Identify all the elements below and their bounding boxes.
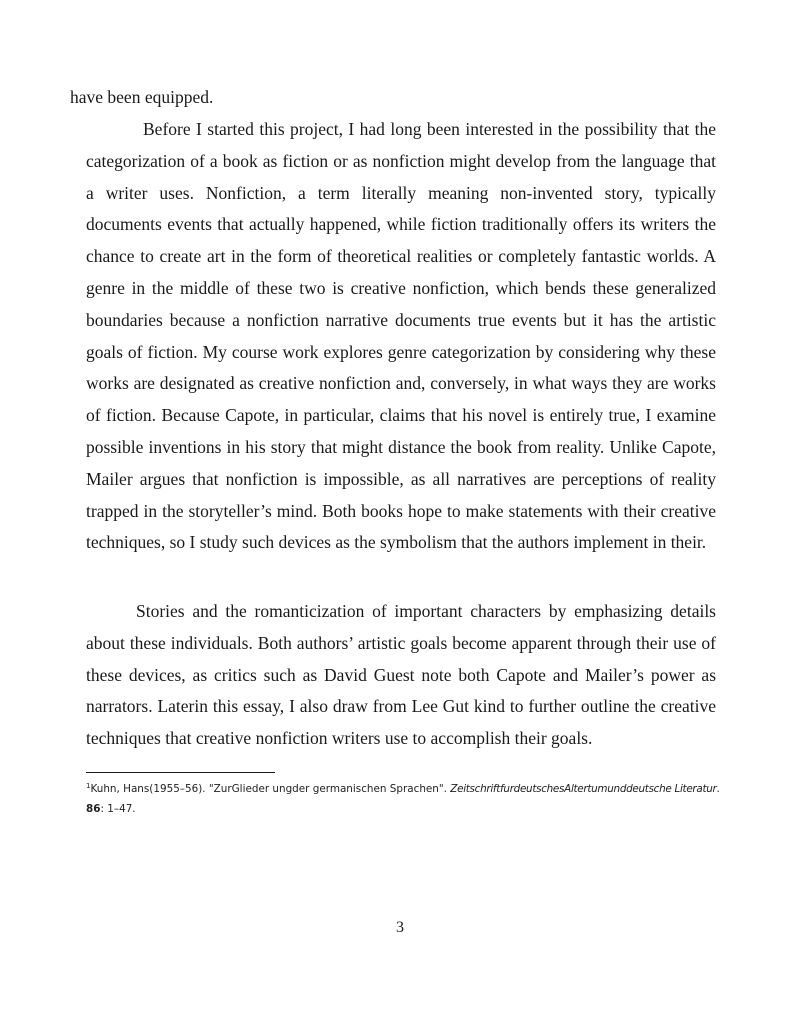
footnote-citation: Kuhn, Hans(1955–56). "ZurGlieder ungder germanischen Sprachen". [90, 783, 451, 795]
paragraph-1-text: Before I started this project, I had long been interested in the possibility that the categorization of a book as fiction or as nonfiction might develop from the language that a writer uses. Nonfiction, a term literally meaning non-invented story, typically documents events that actually happened, while fiction traditionally offers its writers the chance to create art in the form of theoretical realities or completely fantastic worlds. A genre in the middle of these two is creative nonfiction, which bends these generalized boundaries because a nonfiction narrative documents true events but it has the artistic goals of fiction. My course work explores genre categorization by considering why these works are designated as creative nonfiction and, conversely, in what ways they are works of fiction. Because Capote, in particular, claims that his novel is entirely true, I examine possible inventions in his story that might distance the book from reality. Unlike Capote, Mailer argues that nonfiction is impossible, as all narratives are perceptions of reality trapped in the storyteller’s mind. Both books hope to make statements with their creative techniques, so I study such devices as the symbolism that the authors implement in their. [86, 119, 716, 553]
footnote-marker: 1 [86, 782, 91, 790]
continuation-line: have been equipped. [70, 87, 214, 107]
paragraph-2 [86, 596, 716, 755]
footnote-separator [86, 772, 275, 773]
paragraph-1 [86, 114, 716, 559]
footnote-journal: ZeitschriftfurdeutschesAltertumunddeutsche Literatur [450, 783, 717, 795]
paragraph-2-text: Stories and the romanticization of important characters by emphasizing details about these individuals. Both authors’ artistic goals become apparent through their use of these devices, as critics such as David Guest note both Capote and Mailer’s power as narrators. Laterin this essay, I also draw from Lee Gut kind to further outline the creative techniques that creative nonfiction writers use to accomplish their goals. [86, 601, 716, 749]
page-number: 3 [396, 919, 404, 936]
footnote-separator-text: . [716, 783, 720, 795]
footnote-pages: : 1–47. [100, 803, 136, 815]
footnote [86, 779, 726, 819]
footnote-volume: 86 [86, 803, 101, 815]
